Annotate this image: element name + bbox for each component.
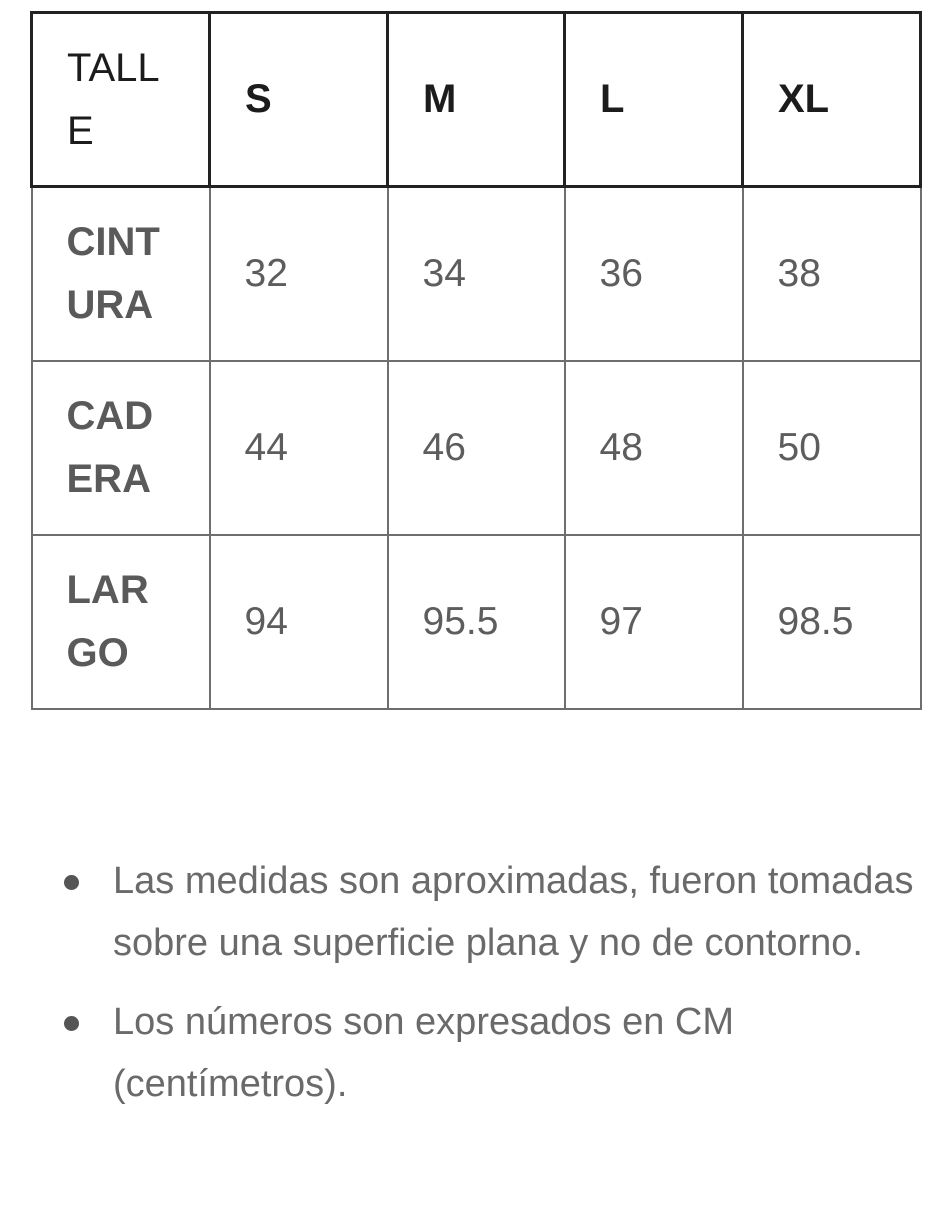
row-label-largo: LARGO xyxy=(32,535,210,709)
table-cell: 36 xyxy=(565,187,743,361)
size-header-s: S xyxy=(210,13,388,187)
table-cell: 98.5 xyxy=(743,535,921,709)
size-header-l: L xyxy=(565,13,743,187)
table-cell: 38 xyxy=(743,187,921,361)
table-cell: 50 xyxy=(743,361,921,535)
list-item xyxy=(60,850,920,974)
table-cell: 95.5 xyxy=(388,535,565,709)
table-cell: 32 xyxy=(210,187,388,361)
table-cell: 44 xyxy=(210,361,388,535)
note-text: Los números son expresados en CM (centímetros). xyxy=(113,1001,734,1105)
note-text: Las medidas son aproximadas, fueron tomadas sobre una superficie plana y no de contorno. xyxy=(113,860,914,964)
table-cell: 97 xyxy=(565,535,743,709)
size-chart-table xyxy=(30,11,922,710)
bullet-icon xyxy=(64,1016,79,1031)
size-header-m: M xyxy=(388,13,565,187)
bullet-icon xyxy=(64,875,79,890)
table-cell: 94 xyxy=(210,535,388,709)
table-row-cintura xyxy=(32,187,921,361)
list-item xyxy=(60,991,920,1115)
size-header-label: TALLE xyxy=(32,13,210,187)
table-row-largo xyxy=(32,535,921,709)
row-label-cintura: CINTURA xyxy=(32,187,210,361)
table-row-cadera xyxy=(32,361,921,535)
table-cell: 34 xyxy=(388,187,565,361)
row-label-cadera: CADERA xyxy=(32,361,210,535)
size-header-row xyxy=(32,13,921,187)
notes-list xyxy=(60,850,920,1132)
table-cell: 46 xyxy=(388,361,565,535)
size-header-xl: XL xyxy=(743,13,921,187)
table-cell: 48 xyxy=(565,361,743,535)
